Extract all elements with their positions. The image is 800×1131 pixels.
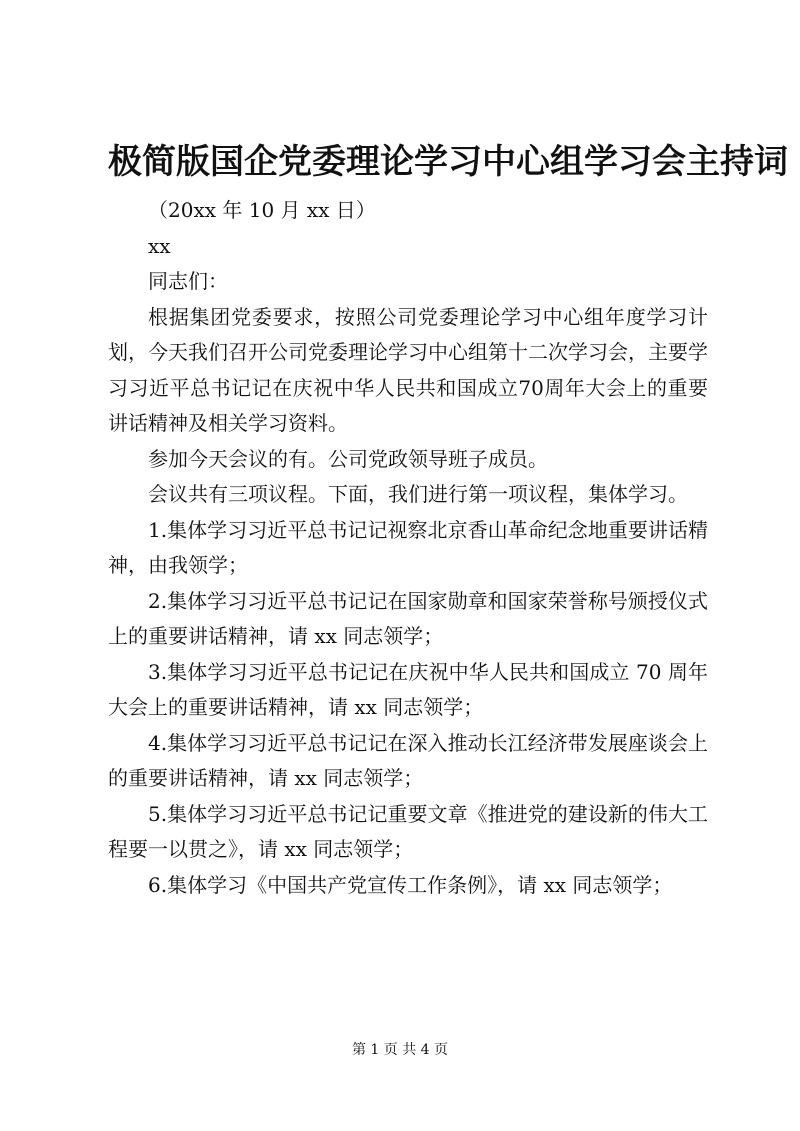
agenda-item-3: 3.集体学习习近平总书记记在庆祝中华人民共和国成立 70 周年大会上的重要讲话精神，请 xx 同志领学； [108,659,708,719]
greeting: 同志们： [148,269,228,293]
paragraph-attendees: 参加今天会议的有。公司党政领导班子成员。 [148,446,548,471]
document-title: 极简版国企党委理论学习中心组学习会主持词 [108,142,788,182]
paragraph-intro: 根据集团党委要求，按照公司党委理论学习中心组年度学习计划，今天我们召开公司党委理论学习中心组第十二次学习会，主要学习习近平总书记记在庆祝中华人民共和国成立70周年大会上的重要讲话精神及相关学习资料。 [108,304,708,435]
agenda-item-2: 2.集体学习习近平总书记记在国家勋章和国家荣誉称号颁授仪式上的重要讲话精神，请 xx 同志领学； [108,588,708,648]
paragraph-agenda: 会议共有三项议程。下面，我们进行第一项议程，集体学习。 [148,482,688,506]
agenda-item-6: 6.集体学习《中国共产党宣传工作条例》，请 xx 同志领学； [148,872,673,897]
agenda-item-4: 4.集体学习习近平总书记记在深入推动长江经济带发展座谈会上的重要讲话精神，请 xx 同志领学； [108,730,708,790]
agenda-item-5: 5.集体学习习近平总书记记重要文章《推进党的建设新的伟大工程要一以贯之》，请 xx 同志领学； [108,801,708,861]
date-line: （20xx 年 10 月 xx 日） [148,198,376,222]
agenda-item-1: 1.集体学习习近平总书记记视察北京香山革命纪念地重要讲话精神，由我领学； [108,517,708,577]
page-footer: 第 1 页 共 4 页 [351,1042,449,1058]
document-body [108,193,708,903]
speaker-name: xx [148,233,171,258]
